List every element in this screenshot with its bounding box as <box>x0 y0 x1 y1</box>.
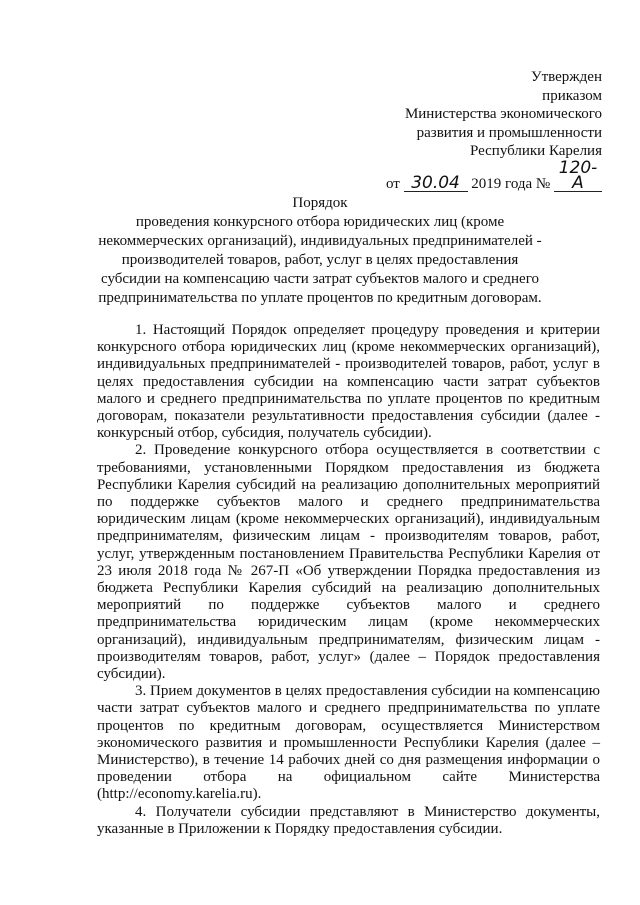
approval-line: Утвержден <box>530 69 602 85</box>
paragraph-1: 1. Настоящий Порядок определяет процедуру проведения и критерии конкурсного отбора юридических лиц (кроме некоммерческих организаций), индивидуальных предпринимателей - производителей товаров, работ, услуг в целях предоставления субсидии на компенсацию части затрат субъектов малого и среднего предпринимательства по уплате процентов по кредитным договорам, показатели результативности предоставления субсидии (далее - конкурсный отбор, субсидия, получатель субсидии). <box>97 322 600 442</box>
approval-block <box>386 68 602 193</box>
approval-line: приказом <box>542 87 602 104</box>
document-body <box>97 322 600 838</box>
approval-line: Министерства экономического <box>404 106 602 122</box>
title-heading: Порядок <box>292 195 348 211</box>
date-prefix: от <box>385 175 400 192</box>
paragraph-4: 4. Получатели субсидии представляют в Министерство документы, указанные в Приложении к Порядку предоставления субсидии. <box>97 803 600 837</box>
handwritten-date: 30.04 <box>404 176 468 192</box>
approval-line: Республики Карелия <box>469 143 602 159</box>
title-text: проведения конкурсного отбора юридических лиц (кроме некоммерческих организаций), индивидуальных предпринимателей - производителей товаров, работ, услуг в целях предоставления субсидии на компенсацию части затрат субъектов малого и среднего предпринимательства по уплате процентов по кредитным договорам. <box>98 214 542 306</box>
date-suffix: 2019 года № <box>471 175 551 192</box>
approval-date-line <box>385 157 602 194</box>
paragraph-2: 2. Проведение конкурсного отбора осуществляется в соответствии с требованиями, установленными Порядком предоставления из бюджета Республики Карелия субсидий на реализацию дополнительных мероприятий по поддержке субъектов малого и среднего предпринимательства юридическим лицам (кроме некоммерческих организаций), индивидуальным предпринимателям, физическим лицам - производителям товаров, работ, услуг, утвержденным постановлением Правительства Республики Карелия от 23 июля 2018 года № 267-П «Об утверждении Порядка предоставления из бюджета Республики Карелия субсидий на реализацию дополнительных мероприятий по поддержке субъектов малого и среднего предпринимательства юридическим лицам (кроме некоммерческих организаций), индивидуальным предпринимателям, физическим лицам - производителям товаров, работ, услуг» (далее – Порядок предоставления субсидии). <box>97 442 600 683</box>
paragraph-3: 3. Прием документов в целях предоставления субсидии на компенсацию части затрат субъектов малого и среднего предпринимательства по уплате процентов по кредитным договорам, осуществляется Министерством экономического развития и промышленности Республики Карелия (далее – Министерство), в течение 14 рабочих дней со дня размещения информации о проведении отбора на официальном сайте Министерства (http://economy.karelia.ru). <box>97 683 600 803</box>
document-title <box>96 194 544 308</box>
approval-line: развития и промышленности <box>416 124 602 141</box>
handwritten-order-number: 120-А <box>554 161 602 192</box>
